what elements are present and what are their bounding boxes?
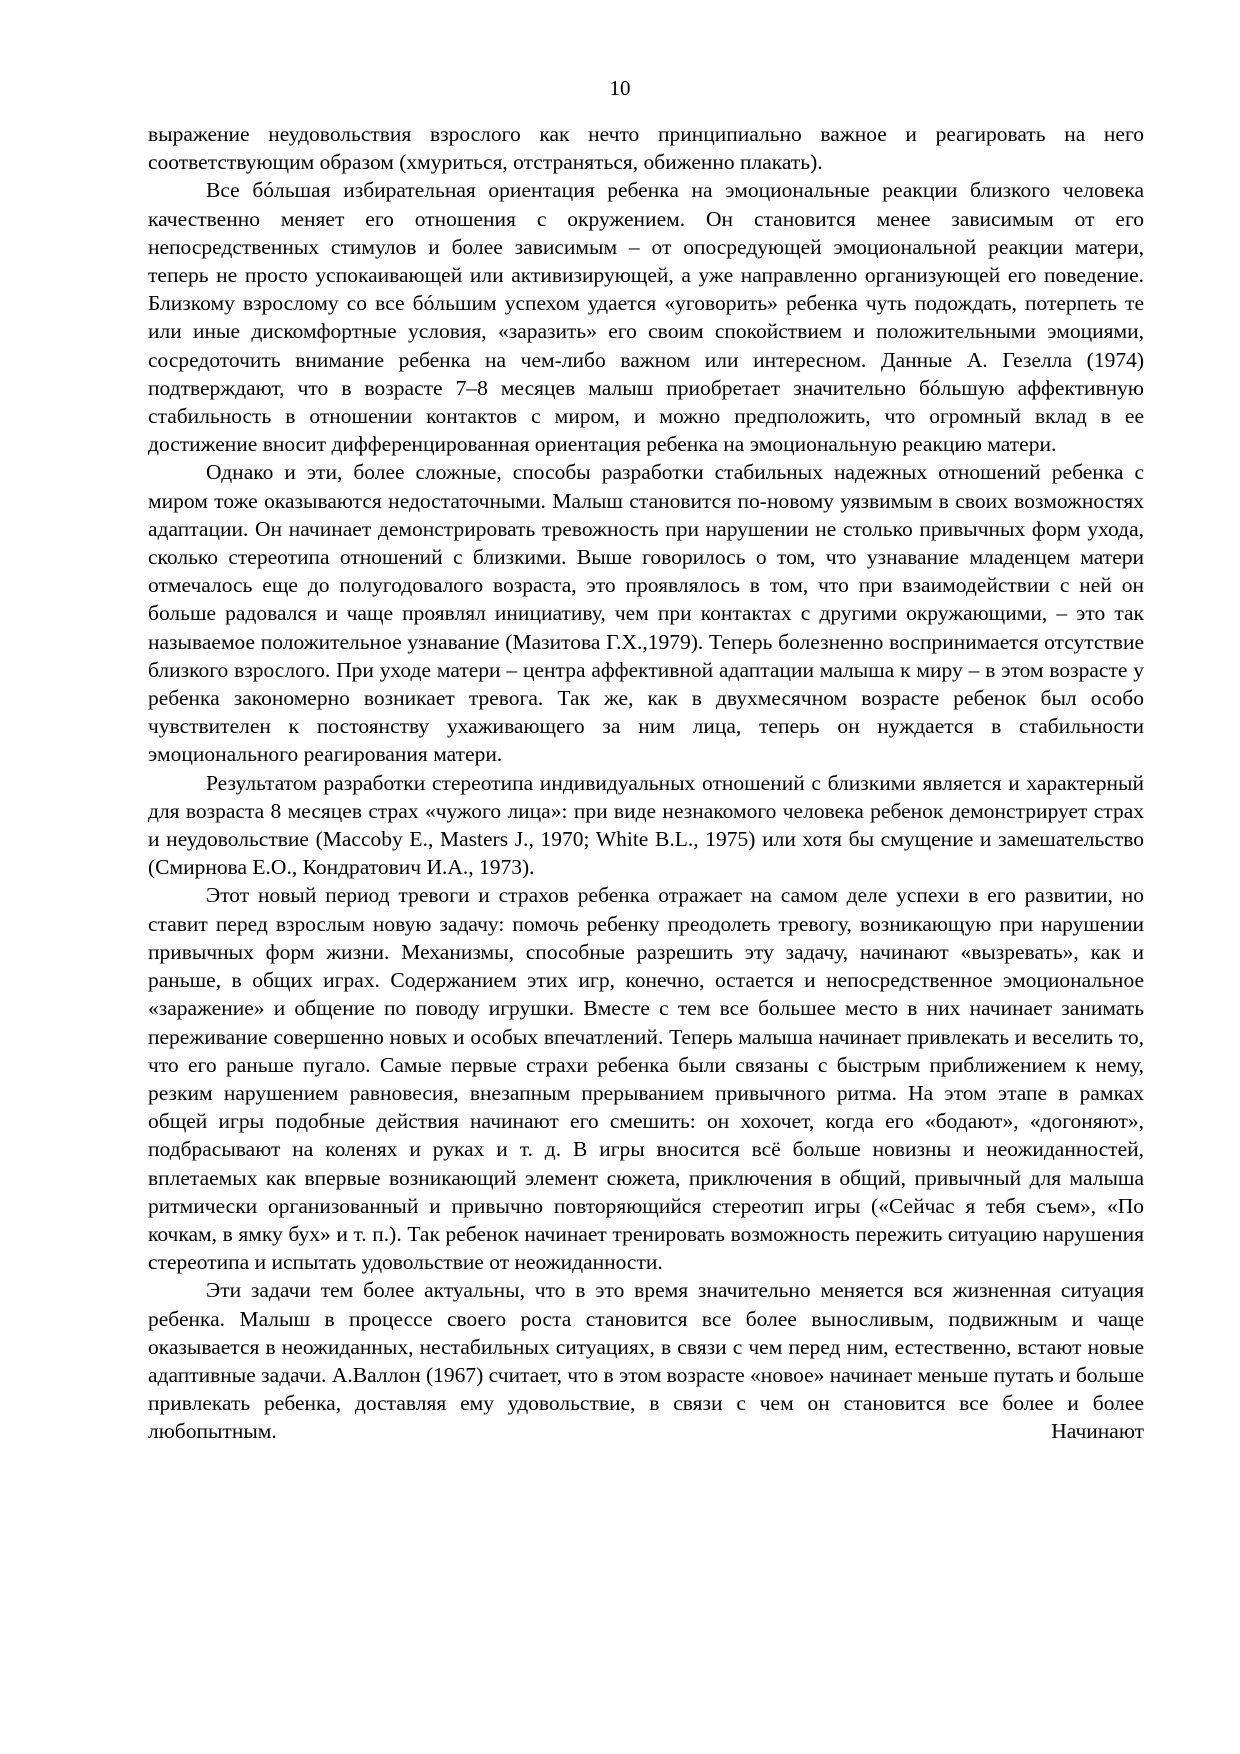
body-text (148, 120, 1144, 1446)
paragraph-2: Все бóльшая избирательная ориентация ребенка на эмоциональные реакции близкого человека качественно меняет его отношения с окружением. Он становится менее зависимым от его непосредственных стимулов и более зависимым – от опосредующей эмоциональной реакции матери, теперь не просто успокаивающей или активизирующей, а уже направленно организующей его поведение. Близкому взрослому со все бóльшим успехом удается «уговорить» ребенка чуть подождать, потерпеть те или иные дискомфортные условия, «заразить» его своим спокойствием и положительными эмоциями, сосредоточить внимание ребенка на чем-либо важном или интересном. Данные А. Гезелла (1974) подтверждают, что в возрасте 7–8 месяцев малыш приобретает значительно бóльшую аффективную стабильность в отношении контактов с миром, и можно предположить, что огромный вклад в ее достижение вносит дифференцированная ориентация ребенка на эмоциональную реакцию матери. (148, 178, 1144, 457)
paragraph-3: Однако и эти, более сложные, способы разработки стабильных надежных отношений ребенка с миром тоже оказываются недостаточными. Малыш становится по-новому уязвимым в своих возможностях адаптации. Он начинает демонстрировать тревожность при нарушении не столько привычных форм ухода, сколько стереотипа отношений с близкими. Выше говорилось о том, что узнавание младенцем матери отмечалось еще до полугодовалого возраста, это проявлялось в том, что при взаимодействии с ней он больше радовался и чаще проявлял инициативу, чем при контактах с другими окружающими, – это так называемое положительное узнавание (Мазитова Г.Х.,1979). Теперь болезненно воспринимается отсутствие близкого взрослого. При уходе матери – центра аффективной адаптации малыша к миру – в этом возрасте у ребенка закономерно возникает тревога. Так же, как в двухмесячном возрасте ребенок был особо чувствителен к постоянству ухаживающего за ним лица, теперь он нуждается в стабильности эмоционального реагирования матери. (148, 460, 1144, 767)
paragraph-1-continued: выражение неудовольствия взрослого как нечто принципиально важное и реагировать на него соответствующим образом (хмуриться, отстраняться, обиженно плакать). (148, 122, 1144, 175)
paragraph-4: Результатом разработки стереотипа индивидуальных отношений с близкими является и характерный для возраста 8 месяцев страх «чужого лица»: при виде незнакомого человека ребенок демонстрирует страх и неудовольствие (Maccoby E., Masters J., 1970; White B.L., 1975) или хотя бы смущение и замешательство (Смирнова Е.О., Кондратович И.А., 1973). (148, 770, 1144, 880)
page-number: 10 (609, 76, 631, 100)
paragraph-6: Эти задачи тем более актуальны, что в это время значительно меняется вся жизненная ситуация ребенка. Малыш в процессе своего роста становится все более выносливым, подвижным и чаще оказывается в неожиданных, нестабильных ситуациях, в связи с чем перед ним, естественно, встают новые адаптивные задачи. А.Валлон (1967) считает, что в этом возрасте «новое» начинает меньше путать и больше привлекать ребенка, доставляя ему удовольствие, в связи с чем он становится все более и более любопытным. Начинают (148, 1278, 1144, 1444)
paragraph-5: Этот новый период тревоги и страхов ребенка отражает на самом деле успехи в его развитии, но ставит перед взрослым новую задачу: помочь ребенку преодолеть тревогу, возникающую при нарушении привычных форм жизни. Механизмы, способные разрешить эту задачу, начинают «вызревать», как и раньше, в общих играх. Содержанием этих игр, конечно, остается и непосредственное эмоциональное «заражение» и общение по поводу игрушки. Вместе с тем все большее место в них начинает занимать переживание совершенно новых и особых впечатлений. Теперь малыша начинает привлекать и веселить то, что его раньше пугало. Самые первые страхи ребенка были связаны с быстрым приближением к нему, резким нарушением равновесия, внезапным прерыванием привычного ритма. На этом этапе в рамках общей игры подобные действия начинают его смешить: он хохочет, когда его «бодают», «догоняют», подбрасывают на коленях и руках и т. д. В игры вносится всё больше новизны и неожиданностей, вплетаемых как впервые возникающий элемент сюжета, приключения в общий, привычный для малыша ритмически организованный и привычно повторяющийся стереотип игры («Сейчас я тебя съем», «По кочкам, в ямку бух» и т. п.). Так ребенок начинает тренировать возможность пережить ситуацию нарушения стереотипа и испытать удовольствие от неожиданности. (148, 883, 1144, 1275)
